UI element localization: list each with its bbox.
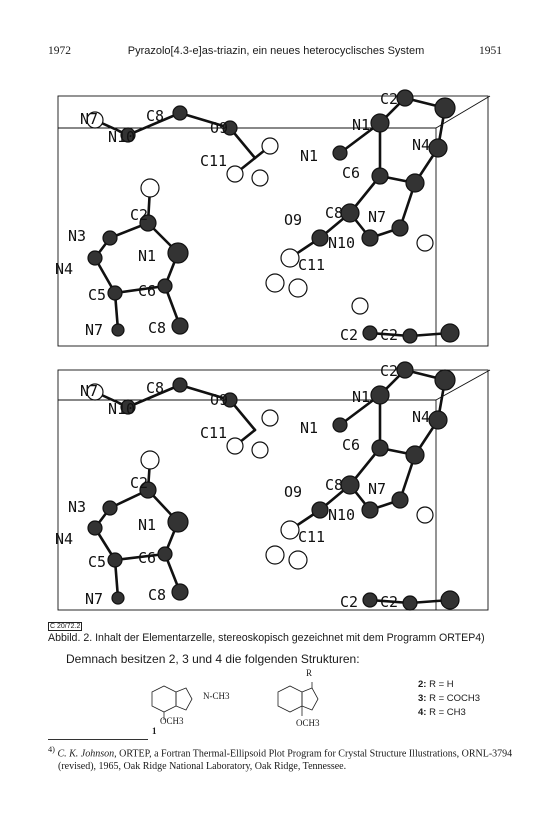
atom-label: C2 xyxy=(380,593,399,611)
legend-row: 4: R = CH3 xyxy=(418,707,466,718)
atom-label: N1 xyxy=(352,116,371,134)
atom-label: C2 xyxy=(340,593,359,611)
atom-label: C11 xyxy=(200,424,228,442)
atom-label: C8 xyxy=(146,379,165,397)
atom-label: N7 xyxy=(80,382,99,400)
atom-label: N4 xyxy=(55,260,74,278)
atom-label: N1 xyxy=(138,247,157,265)
atom-label: N4 xyxy=(412,408,431,426)
atom-label: N7 xyxy=(85,321,104,339)
atom-label: C8 xyxy=(325,204,344,222)
atom-label: C8 xyxy=(148,586,167,604)
figure-code: C 20/72.2 xyxy=(50,623,81,630)
atom-label: C8 xyxy=(148,319,167,337)
compound-legend xyxy=(418,678,480,720)
atom-label: C2 xyxy=(340,326,359,344)
footnote-author: C. K. Johnson, xyxy=(57,748,117,760)
atom-label: C2 xyxy=(130,474,149,492)
atom-label: N1 xyxy=(300,147,319,165)
figure-caption: Abbild. 2. Inhalt der Elementarzelle, stereoskopisch gezeichnet mit dem Programm ORTEP4) xyxy=(48,632,485,644)
atom-label: N10 xyxy=(108,400,136,418)
atom-label: C2 xyxy=(130,206,149,224)
footnote-rule xyxy=(48,739,148,740)
atom-label: N1 xyxy=(352,388,371,406)
atom-label: C8 xyxy=(325,476,344,494)
atom-label: C6 xyxy=(138,549,157,567)
atom-label: C6 xyxy=(342,164,361,182)
legend-row: 2: R = H xyxy=(418,679,454,690)
atom-label: N1 xyxy=(300,419,319,437)
running-title: Pyrazolo[4.3-e]as-triazin, ein neues heterocyclisches System xyxy=(127,45,425,57)
atom-label: C2 xyxy=(380,90,399,108)
atom-label: N7 xyxy=(368,208,387,226)
atom-label: N7 xyxy=(368,480,387,498)
atom-label: O9 xyxy=(210,119,229,137)
structure-2-r-label: R xyxy=(306,668,313,678)
atom-label: C2 xyxy=(380,326,399,344)
structure-2-methoxy: OCH3 xyxy=(296,718,320,728)
atom-label: C11 xyxy=(298,528,326,546)
page-number: 1951 xyxy=(479,45,502,57)
atom-label: C5 xyxy=(88,553,107,571)
atom-label: N10 xyxy=(108,128,136,146)
body-text: Demnach besitzen 2, 3 und 4 die folgenden Strukturen: xyxy=(66,652,360,666)
atom-label: C8 xyxy=(146,107,165,125)
atom-label: C6 xyxy=(342,436,361,454)
atom-label: C6 xyxy=(138,282,157,300)
atom-label: C11 xyxy=(298,256,326,274)
atom-label: N7 xyxy=(80,110,99,128)
ortep-unit-cell-bottom xyxy=(50,360,508,630)
atom-label: N3 xyxy=(68,498,87,516)
atom-label: O9 xyxy=(284,483,303,501)
atom-label: N4 xyxy=(55,530,74,548)
atom-label: O9 xyxy=(284,211,303,229)
atom-label: C2 xyxy=(380,362,399,380)
atom-label: C5 xyxy=(88,286,107,304)
atom-label: N4 xyxy=(412,136,431,154)
footnote-marker: 4) xyxy=(48,745,55,754)
legend-row: 3: R = COCH3 xyxy=(418,693,481,704)
atom-label: N3 xyxy=(68,227,87,245)
structure-1-number: 1 xyxy=(152,726,157,736)
atom-label: C11 xyxy=(200,152,228,170)
atom-label: N1 xyxy=(138,516,157,534)
ortep-unit-cell-top xyxy=(50,78,508,356)
atom-label: O9 xyxy=(210,391,229,409)
structure-1-substituent: N-CH3 xyxy=(203,691,230,701)
footnote-text: ORTEP, a Fortran Thermal-Ellipsoid Plot Program for Crystal Structure Illustrations, ORNL-3794 (revised), 1965, Oak Ridge National Laboratory, Oak Ridge, Tennessee. xyxy=(58,748,513,772)
atom-label: N7 xyxy=(85,590,104,608)
header-year: 1972 xyxy=(48,45,71,57)
atom-label: N10 xyxy=(328,234,356,252)
atom-label: N10 xyxy=(328,506,356,524)
structure-1-methoxy: OCH3 xyxy=(160,716,184,726)
footnote xyxy=(48,744,518,773)
